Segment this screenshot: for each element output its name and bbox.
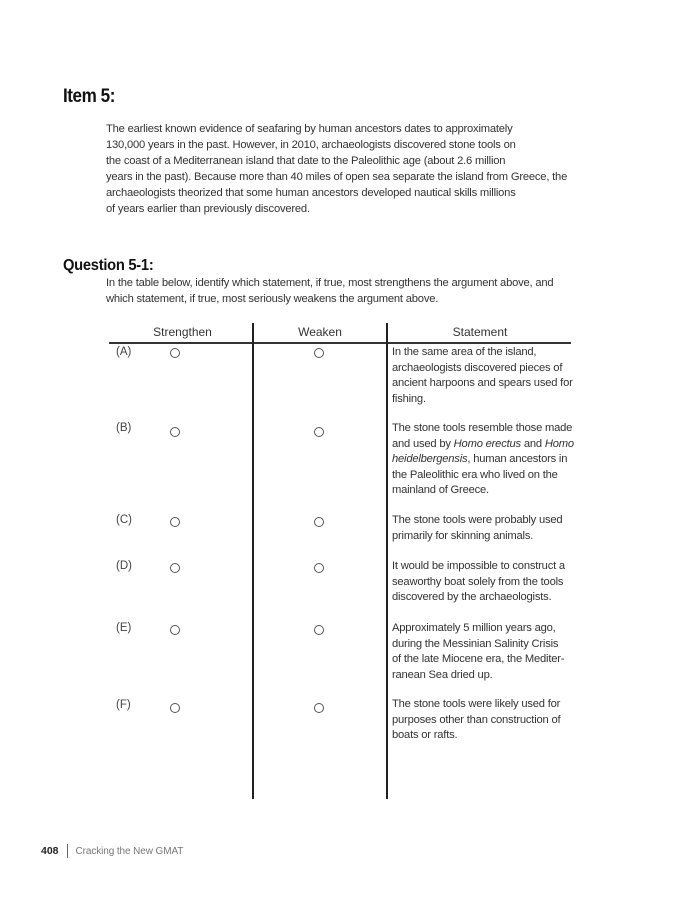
statement-line: boats or rafts. [392, 729, 458, 742]
statement-line: heidelbergensis, human ancestors in [392, 453, 568, 466]
passage-line: the coast of a Mediterranean island that date to the Paleolithic age (about 2.6 million [106, 154, 506, 167]
statement-line: ancient harpoons and spears used for [392, 377, 573, 390]
weaken-radio-e[interactable] [314, 625, 324, 635]
italic-term: heidelbergensis [392, 453, 468, 466]
row-label-b: (B) [116, 422, 132, 434]
weaken-radio-f[interactable] [314, 703, 324, 713]
question-title: Question 5-1: [63, 257, 154, 274]
statement-line: purposes other than construction of [392, 713, 561, 726]
weaken-radio-d[interactable] [314, 563, 324, 573]
statement-line: and used by Homo erectus and Homo [392, 437, 574, 450]
statement-line: It would be impossible to construct a [392, 560, 565, 572]
statement-line: of the late Miocene era, the Mediter- [392, 653, 565, 666]
statement-line: The stone tools were probably used [392, 514, 563, 526]
passage [106, 122, 566, 217]
statement-line: seaworthy boat solely from the tools [392, 575, 564, 588]
strengthen-radio-f[interactable] [170, 703, 180, 713]
row-label-f: (F) [116, 699, 131, 711]
weaken-radio-c[interactable] [314, 517, 324, 527]
header-statement: Statement [452, 325, 508, 339]
italic-term: Homo [544, 437, 574, 450]
book-title: Cracking the New GMAT [75, 845, 184, 857]
passage-line: archaeologists theorized that some human ancestors developed nautical skills millions [106, 186, 516, 199]
statement-line: fishing. [392, 392, 426, 405]
statement-a [392, 345, 572, 407]
statement-c [392, 513, 572, 544]
row-label-c: (C) [116, 514, 132, 526]
italic-term: Homo erectus [453, 437, 521, 450]
statement-line: the Paleolithic era who lived on the [392, 468, 558, 481]
weaken-radio-a[interactable] [314, 348, 324, 358]
weaken-radio-b[interactable] [314, 427, 324, 437]
statement-line: ranean Sea dried up. [392, 668, 493, 681]
row-label-a: (A) [116, 346, 132, 358]
statement-line: discovered by the archaeologists. [392, 591, 552, 604]
prompt-line: which statement, if true, most seriously weakens the argument above. [106, 292, 439, 305]
prompt-line: In the table below, identify which statement, if true, most strengthens the argument above, and [106, 277, 554, 289]
strengthen-radio-d[interactable] [170, 563, 180, 573]
statement-d [392, 559, 572, 606]
column-divider-2 [386, 323, 388, 799]
statement-line: mainland of Greece. [392, 484, 489, 497]
footer-divider [67, 844, 68, 858]
row-label-d: (D) [116, 560, 132, 572]
passage-line: The earliest known evidence of seafaring by human ancestors dates to approximately [106, 123, 513, 135]
page-footer [41, 844, 183, 858]
column-divider-1 [252, 323, 254, 799]
statement-line: In the same area of the island, [392, 346, 537, 358]
passage-line: of years earlier than previously discovered. [106, 202, 310, 215]
passage-line: 130,000 years in the past. However, in 2010, archaeologists discovered stone tools on [106, 138, 516, 151]
statement-b [392, 421, 572, 499]
strengthen-radio-c[interactable] [170, 517, 180, 527]
passage-line: years in the past). Because more than 40 miles of open sea separate the island from Greece, the [106, 170, 568, 183]
strengthen-radio-e[interactable] [170, 625, 180, 635]
statement-line: archaeologists discovered pieces of [392, 361, 563, 374]
statement-line: The stone tools were likely used for [392, 698, 561, 710]
header-weaken: Weaken [298, 325, 342, 339]
header-strengthen: Strengthen [153, 325, 212, 339]
page-number: 408 [41, 845, 59, 857]
item-title: Item 5: [63, 86, 115, 107]
row-label-e: (E) [116, 622, 132, 634]
statement-e [392, 621, 572, 683]
header-divider [109, 342, 571, 344]
statement-line: primarily for skinning animals. [392, 529, 534, 542]
strengthen-radio-b[interactable] [170, 427, 180, 437]
statement-f [392, 697, 572, 744]
question-prompt [106, 276, 586, 307]
strengthen-radio-a[interactable] [170, 348, 180, 358]
statement-line: Approximately 5 million years ago, [392, 622, 556, 634]
statement-line: The stone tools resemble those made [392, 422, 573, 434]
statement-line: during the Messinian Salinity Crisis [392, 637, 559, 650]
